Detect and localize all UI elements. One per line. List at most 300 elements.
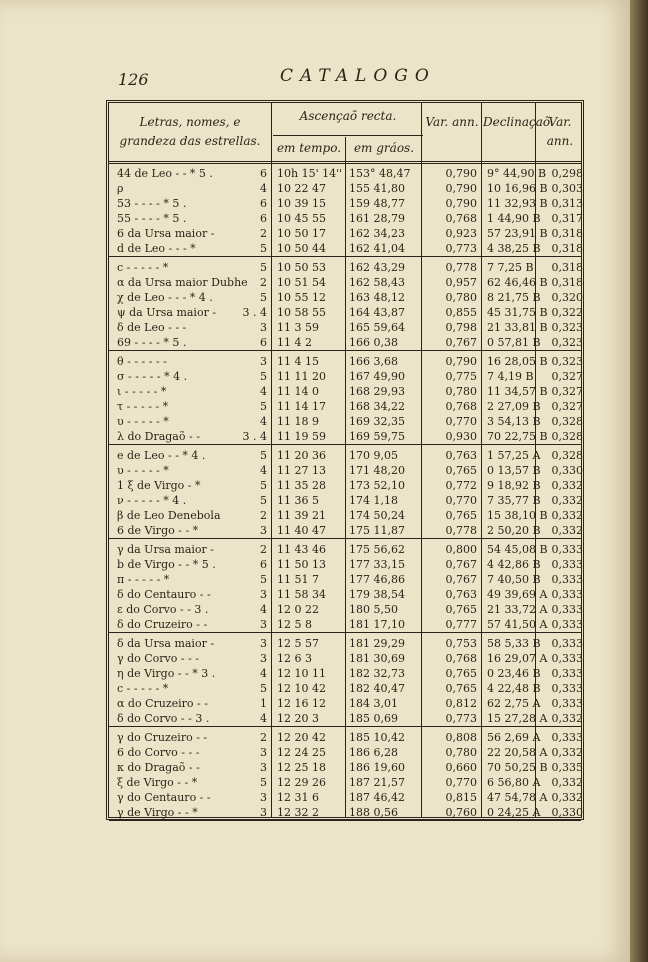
header-var2: Var. ann.: [546, 115, 574, 148]
declination: 21 33,72 A: [487, 603, 548, 616]
annual-variation-ra: 0,800: [445, 543, 477, 556]
magnitude: 2: [260, 731, 267, 744]
star-name: b de Virgo - - * 5 .: [117, 558, 216, 571]
declination: 0 24,25 A: [487, 806, 541, 819]
annual-variation-ra: 0,770: [445, 494, 477, 507]
ascension-degrees: 180 5,50: [349, 603, 398, 616]
annual-variation-ra: 0,765: [445, 509, 477, 522]
ascension-time: 10 50 17: [277, 227, 326, 240]
star-name: 44 de Leo - - * 5 .: [117, 167, 213, 180]
ascension-degrees: 181 29,29: [349, 637, 405, 650]
star-name: ξ de Virgo - - *: [117, 776, 198, 789]
star-name: 53 - - - - * 5 .: [117, 197, 187, 210]
ascension-time: 10 22 47: [277, 182, 326, 195]
annual-variation-ra: 0,770: [445, 776, 477, 789]
declination: 47 54,78 A: [487, 791, 548, 804]
declination: 7 4,19 B: [487, 370, 534, 383]
annual-variation-ra: 0,767: [445, 573, 477, 586]
ascension-degrees: 163 48,12: [349, 291, 405, 304]
star-name: γ do Cruzeiro - -: [117, 731, 208, 744]
star-name: α do Cruzeiro - -: [117, 697, 208, 710]
star-name: κ do Dragaõ - -: [117, 761, 200, 774]
ascension-time: 11 3 59: [277, 321, 319, 334]
ascension-time: 11 50 13: [277, 558, 326, 571]
annual-variation-ra: 0,768: [445, 212, 477, 225]
star-name: γ da Ursa maior -: [117, 543, 214, 556]
table-row: [109, 711, 581, 726]
star-name: γ de Virgo - - *: [117, 806, 198, 819]
annual-variation-dec: 0,333: [551, 731, 583, 744]
ascension-degrees: 161 28,79: [349, 212, 405, 225]
declination: 8 21,75 B: [487, 291, 541, 304]
star-name: δ do Centauro - -: [117, 588, 211, 601]
ascension-time: 12 16 12: [277, 697, 326, 710]
annual-variation-ra: 0,790: [445, 355, 477, 368]
magnitude: 4: [260, 712, 267, 725]
star-name: ν - - - - - * 4 .: [117, 494, 187, 507]
magnitude: 3: [260, 791, 267, 804]
ascension-time: 10 51 54: [277, 276, 326, 289]
ascension-degrees: 186 6,28: [349, 746, 398, 759]
magnitude: 6: [260, 212, 267, 225]
star-group: [109, 727, 581, 821]
ascension-time: 12 24 25: [277, 746, 326, 759]
magnitude: 5: [260, 261, 267, 274]
annual-variation-ra: 0,660: [445, 761, 477, 774]
table-row: [109, 587, 581, 602]
magnitude: 3: [260, 652, 267, 665]
annual-variation-dec: 0,320: [551, 291, 583, 304]
annual-variation-ra: 0,773: [445, 242, 477, 255]
annual-variation-dec: 0,317: [551, 212, 583, 225]
star-name: ι - - - - - *: [117, 385, 167, 398]
ascension-time: 12 25 18: [277, 761, 326, 774]
declination: 4 38,25 B: [487, 242, 541, 255]
ascension-degrees: 175 11,87: [349, 524, 405, 537]
star-name: η de Virgo - - * 3 .: [117, 667, 216, 680]
magnitude: 4: [260, 464, 267, 477]
declination: 58 5,33 B: [487, 637, 541, 650]
magnitude: 5: [260, 494, 267, 507]
ascension-time: 11 36 5: [277, 494, 319, 507]
declination: 15 27,28 A: [487, 712, 548, 725]
annual-variation-ra: 0,778: [445, 261, 477, 274]
table-row: [109, 493, 581, 508]
header-var1: Var. ann.: [425, 115, 479, 129]
annual-variation-dec: 0,333: [551, 618, 583, 631]
declination: 7 40,50 B: [487, 573, 541, 586]
ascension-time: 11 14 17: [277, 400, 326, 413]
annual-variation-dec: 0,328: [551, 430, 583, 443]
annual-variation-ra: 0,760: [445, 806, 477, 819]
ascension-time: 11 27 13: [277, 464, 326, 477]
table-row: [109, 275, 581, 290]
annual-variation-ra: 0,765: [445, 682, 477, 695]
star-group: [109, 351, 581, 445]
annual-variation-ra: 0,777: [445, 618, 477, 631]
annual-variation-ra: 0,767: [445, 336, 477, 349]
declination: 10 16,96 B: [487, 182, 548, 195]
annual-variation-dec: 0,333: [551, 667, 583, 680]
ascension-degrees: 162 43,29: [349, 261, 405, 274]
ascension-degrees: 174 50,24: [349, 509, 405, 522]
header-declination: Declinaçaõ.: [483, 115, 554, 129]
annual-variation-dec: 0,323: [551, 336, 583, 349]
magnitude: 2: [260, 276, 267, 289]
annual-variation-dec: 0,333: [551, 637, 583, 650]
star-name: π - - - - - *: [117, 573, 170, 586]
magnitude: 4: [260, 182, 267, 195]
annual-variation-ra: 0,765: [445, 464, 477, 477]
magnitude: 3: [260, 321, 267, 334]
table-row: [109, 790, 581, 805]
declination: 1 57,25 A: [487, 449, 541, 462]
magnitude: 5: [260, 449, 267, 462]
annual-variation-ra: 0,768: [445, 400, 477, 413]
annual-variation-ra: 0,855: [445, 306, 477, 319]
ascension-degrees: 181 30,69: [349, 652, 405, 665]
ascension-time: 12 10 11: [277, 667, 326, 680]
page-number: 126: [118, 70, 149, 89]
table-row: [109, 730, 581, 745]
declination: 45 31,75 B: [487, 306, 548, 319]
declination: 0 57,81 B: [487, 336, 541, 349]
annual-variation-ra: 0,780: [445, 746, 477, 759]
table-row: [109, 557, 581, 572]
table-row: [109, 399, 581, 414]
annual-variation-dec: 0,332: [551, 746, 583, 759]
table-row: [109, 241, 581, 256]
annual-variation-ra: 0,772: [445, 479, 477, 492]
star-name: 55 - - - - * 5 .: [117, 212, 187, 225]
table-row: [109, 211, 581, 226]
annual-variation-dec: 0,330: [551, 464, 583, 477]
table-row: [109, 478, 581, 493]
table-row: [109, 305, 581, 320]
magnitude: 3: [260, 524, 267, 537]
ascension-degrees: 182 40,47: [349, 682, 405, 695]
declination: 4 22,48 B: [487, 682, 541, 695]
annual-variation-ra: 0,780: [445, 385, 477, 398]
declination: 6 56,80 A: [487, 776, 541, 789]
annual-variation-ra: 0,923: [445, 227, 477, 240]
annual-variation-ra: 0,780: [445, 291, 477, 304]
annual-variation-ra: 0,763: [445, 449, 477, 462]
ascension-degrees: 187 46,42: [349, 791, 405, 804]
star-name: ψ da Ursa maior -: [117, 306, 217, 319]
ascension-time: 10 45 55: [277, 212, 326, 225]
annual-variation-dec: 0,335: [551, 761, 583, 774]
table-row: [109, 384, 581, 399]
header-time: em tempo.: [276, 141, 342, 155]
star-name: 69 - - - - * 5 .: [117, 336, 187, 349]
table-row: [109, 166, 581, 181]
ascension-degrees: 165 59,64: [349, 321, 405, 334]
annual-variation-dec: 0,333: [551, 573, 583, 586]
ascension-time: 12 20 42: [277, 731, 326, 744]
book-spine: [630, 0, 648, 962]
table-row: [109, 508, 581, 523]
annual-variation-dec: 0,333: [551, 588, 583, 601]
declination: 3 54,13 B: [487, 415, 541, 428]
ascension-degrees: 185 0,69: [349, 712, 398, 725]
magnitude: 2: [260, 509, 267, 522]
ascension-time: 11 19 59: [277, 430, 326, 443]
declination: 9° 44,90 B: [487, 167, 547, 180]
ascension-time: 11 18 9: [277, 415, 319, 428]
declination: 7 35,77 B: [487, 494, 541, 507]
ascension-time: 11 40 47: [277, 524, 326, 537]
ascension-degrees: 166 3,68: [349, 355, 398, 368]
declination: 0 13,57 B: [487, 464, 541, 477]
annual-variation-dec: 0,333: [551, 543, 583, 556]
declination: 21 33,81 B: [487, 321, 548, 334]
declination: 70 50,25 B: [487, 761, 548, 774]
declination: 70 22,75 B: [487, 430, 548, 443]
magnitude: 3: [260, 618, 267, 631]
table-row: [109, 260, 581, 275]
declination: 54 45,08 B: [487, 543, 548, 556]
ascension-degrees: 174 1,18: [349, 494, 398, 507]
table-row: [109, 681, 581, 696]
declination: 7 7,25 B: [487, 261, 534, 274]
ascension-time: 10 50 53: [277, 261, 326, 274]
annual-variation-ra: 0,763: [445, 588, 477, 601]
table-row: [109, 542, 581, 557]
annual-variation-dec: 0,333: [551, 603, 583, 616]
star-name: ε do Corvo - - 3 .: [117, 603, 209, 616]
annual-variation-dec: 0,323: [551, 355, 583, 368]
star-name: α da Ursa maior Dubhe: [117, 276, 248, 289]
annual-variation-dec: 0,318: [551, 227, 583, 240]
table-row: [109, 181, 581, 196]
declination: 22 20,58 A: [487, 746, 548, 759]
star-name: c - - - - - *: [117, 261, 169, 274]
annual-variation-dec: 0,313: [551, 197, 583, 210]
ascension-time: 11 58 34: [277, 588, 326, 601]
star-group: [109, 163, 581, 257]
star-name: γ do Corvo - - -: [117, 652, 200, 665]
annual-variation-dec: 0,332: [551, 712, 583, 725]
ascension-degrees: 162 34,23: [349, 227, 405, 240]
declination: 56 2,69 A: [487, 731, 541, 744]
header-subrule: [273, 135, 423, 136]
ascension-degrees: 162 41,04: [349, 242, 405, 255]
annual-variation-dec: 0,318: [551, 242, 583, 255]
annual-variation-dec: 0,333: [551, 697, 583, 710]
star-name: δ da Ursa maior -: [117, 637, 215, 650]
table-row: [109, 369, 581, 384]
ascension-degrees: 164 43,87: [349, 306, 405, 319]
ascension-time: 12 5 57: [277, 637, 319, 650]
table-row: [109, 354, 581, 369]
magnitude: 3: [260, 355, 267, 368]
annual-variation-dec: 0,333: [551, 682, 583, 695]
declination: 57 41,50 A: [487, 618, 548, 631]
annual-variation-ra: 0,770: [445, 415, 477, 428]
table-row: [109, 290, 581, 305]
star-name: δ do Cruzeiro - -: [117, 618, 208, 631]
ascension-degrees: 184 3,01: [349, 697, 398, 710]
ascension-time: 12 20 3: [277, 712, 319, 725]
annual-variation-dec: 0,323: [551, 321, 583, 334]
annual-variation-dec: 0,332: [551, 776, 583, 789]
declination: 49 39,69 A: [487, 588, 548, 601]
annual-variation-dec: 0,330: [551, 806, 583, 819]
table-row: [109, 429, 581, 444]
annual-variation-ra: 0,790: [445, 167, 477, 180]
annual-variation-dec: 0,333: [551, 652, 583, 665]
ascension-time: 12 29 26: [277, 776, 326, 789]
ascension-degrees: 169 59,75: [349, 430, 405, 443]
ascension-time: 11 14 0: [277, 385, 319, 398]
magnitude: 6: [260, 197, 267, 210]
table-row: [109, 775, 581, 790]
annual-variation-ra: 0,808: [445, 731, 477, 744]
ascension-degrees: 179 38,54: [349, 588, 405, 601]
star-name: ρ: [117, 182, 124, 195]
table-row: [109, 617, 581, 632]
table-row: [109, 745, 581, 760]
annual-variation-ra: 0,798: [445, 321, 477, 334]
ascension-degrees: 171 48,20: [349, 464, 405, 477]
magnitude: 5: [260, 776, 267, 789]
table-row: [109, 335, 581, 350]
header-degrees: em gráos.: [353, 141, 415, 155]
ascension-time: 11 11 20: [277, 370, 326, 383]
magnitude: 2: [260, 543, 267, 556]
ascension-degrees: 186 19,60: [349, 761, 405, 774]
annual-variation-dec: 0,332: [551, 524, 583, 537]
magnitude: 3: [260, 746, 267, 759]
annual-variation-dec: 0,332: [551, 791, 583, 804]
annual-variation-ra: 0,753: [445, 637, 477, 650]
magnitude: 5: [260, 479, 267, 492]
annual-variation-dec: 0,298: [551, 167, 583, 180]
star-name: γ do Centauro - -: [117, 791, 211, 804]
table-row: [109, 523, 581, 538]
annual-variation-ra: 0,775: [445, 370, 477, 383]
annual-variation-dec: 0,322: [551, 306, 583, 319]
table-row: [109, 226, 581, 241]
magnitude: 3 . 4: [242, 306, 267, 319]
ascension-time: 12 0 22: [277, 603, 319, 616]
ascension-degrees: 185 10,42: [349, 731, 405, 744]
table-row: [109, 760, 581, 775]
magnitude: 3: [260, 637, 267, 650]
declination: 16 29,07 A: [487, 652, 548, 665]
magnitude: 6: [260, 167, 267, 180]
star-name: δ de Leo - - -: [117, 321, 187, 334]
ascension-degrees: 155 41,80: [349, 182, 405, 195]
ascension-degrees: 162 58,43: [349, 276, 405, 289]
annual-variation-ra: 0,930: [445, 430, 477, 443]
magnitude: 3 . 4: [242, 430, 267, 443]
ascension-time: 10 58 55: [277, 306, 326, 319]
annual-variation-ra: 0,815: [445, 791, 477, 804]
star-name: δ do Corvo - - 3 .: [117, 712, 210, 725]
ascension-time: 12 32 2: [277, 806, 319, 819]
ascension-time: 10 39 15: [277, 197, 326, 210]
annual-variation-ra: 0,767: [445, 558, 477, 571]
magnitude: 5: [260, 291, 267, 304]
magnitude: 4: [260, 385, 267, 398]
ascension-time: 11 35 28: [277, 479, 326, 492]
magnitude: 4: [260, 667, 267, 680]
magnitude: 2: [260, 227, 267, 240]
annual-variation-dec: 0,327: [551, 370, 583, 383]
declination: 2 50,20 B: [487, 524, 541, 537]
table-row: [109, 572, 581, 587]
ascension-degrees: 187 21,57: [349, 776, 405, 789]
table-row: [109, 463, 581, 478]
running-head: CATALOGO: [280, 66, 436, 86]
annual-variation-ra: 0,790: [445, 197, 477, 210]
declination: 15 38,10 B: [487, 509, 548, 522]
magnitude: 3: [260, 806, 267, 819]
table-row: [109, 196, 581, 211]
declination: 62 46,46 B: [487, 276, 548, 289]
ascension-degrees: 177 46,86: [349, 573, 405, 586]
star-group: [109, 257, 581, 351]
table-header: [109, 103, 581, 164]
ascension-time: 11 43 46: [277, 543, 326, 556]
ascension-time: 11 4 15: [277, 355, 319, 368]
star-name: τ - - - - - *: [117, 400, 169, 413]
ascension-degrees: 168 29,93: [349, 385, 405, 398]
declination: 16 28,05 B: [487, 355, 548, 368]
magnitude: 4: [260, 415, 267, 428]
star-group: [109, 445, 581, 539]
star-name: β de Leo Denebola: [117, 509, 221, 522]
annual-variation-dec: 0,332: [551, 509, 583, 522]
star-group: [109, 633, 581, 727]
table-row: [109, 666, 581, 681]
ascension-time: 12 5 8: [277, 618, 312, 631]
ascension-degrees: 170 9,05: [349, 449, 398, 462]
star-name: λ do Dragaõ - -: [117, 430, 200, 443]
ascension-time: 10 55 12: [277, 291, 326, 304]
declination: 2 27,09 B: [487, 400, 541, 413]
magnitude: 4: [260, 603, 267, 616]
ascension-time: 11 51 7: [277, 573, 319, 586]
annual-variation-dec: 0,327: [551, 400, 583, 413]
declination: 4 42,86 B: [487, 558, 541, 571]
annual-variation-ra: 0,812: [445, 697, 477, 710]
ascension-degrees: 188 0,56: [349, 806, 398, 819]
annual-variation-dec: 0,328: [551, 449, 583, 462]
declination: 11 32,93 B: [487, 197, 548, 210]
star-name: υ - - - - - *: [117, 415, 169, 428]
table-row: [109, 320, 581, 335]
ascension-time: 11 4 2: [277, 336, 312, 349]
star-catalog-table: [106, 100, 584, 820]
table-row: [109, 696, 581, 711]
annual-variation-dec: 0,333: [551, 558, 583, 571]
ascension-time: 12 10 42: [277, 682, 326, 695]
table-row: [109, 651, 581, 666]
annual-variation-dec: 0,328: [551, 415, 583, 428]
star-name: θ - - - - - -: [117, 355, 167, 368]
table-row: [109, 805, 581, 820]
star-name: 6 do Corvo - - -: [117, 746, 200, 759]
ascension-time: 12 31 6: [277, 791, 319, 804]
magnitude: 5: [260, 400, 267, 413]
ascension-degrees: 167 49,90: [349, 370, 405, 383]
annual-variation-ra: 0,778: [445, 524, 477, 537]
declination: 1 44,90 B: [487, 212, 541, 225]
table-row: [109, 448, 581, 463]
